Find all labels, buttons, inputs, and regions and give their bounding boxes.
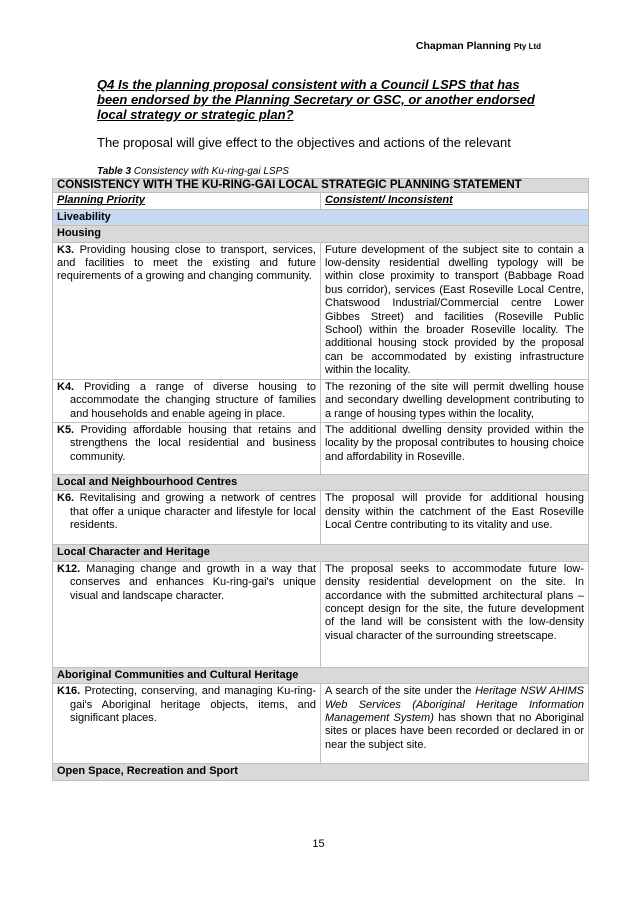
- response-text: has shown that no Aboriginal sites or places have been recorded or declared in or near the subject site.: [325, 711, 584, 751]
- table-row: [53, 242, 589, 379]
- page-header: [416, 40, 541, 52]
- priority-text: Protecting, conserving, and managing Ku-ring-gai's Aboriginal heritage objects, items, and significant places.: [70, 685, 316, 724]
- section-local-character-label: Local Character and Heritage: [53, 545, 589, 561]
- table-row: [53, 561, 589, 667]
- company-suffix: Pty Ltd: [513, 42, 541, 51]
- section-aboriginal: [53, 667, 589, 683]
- response-cell: The additional dwelling density provided within the locality by the proposal contributes to housing choice and affordability in Roseville.: [321, 422, 589, 474]
- caption-label: Table 3: [97, 166, 132, 177]
- section-open-space-label: Open Space, Recreation and Sport: [53, 764, 589, 780]
- intro-paragraph: The proposal will give effect to the objectives and actions of the relevant: [97, 135, 511, 150]
- priority-text: Providing housing close to transport, services, and facilities to meet the existing and future requirements of a growing and changing community.: [57, 243, 316, 283]
- caption-text: Consistency with Ku-ring-gai LSPS: [131, 166, 289, 177]
- priority-code: K3.: [57, 243, 75, 256]
- column-header-row: [53, 193, 589, 209]
- priority-text: Managing change and growth in a way that conserves and enhances Ku-ring-gai's unique visual and landscape character.: [70, 562, 316, 602]
- section-liveability-label: Liveability: [53, 209, 589, 225]
- response-cell: The rezoning of the site will permit dwelling house and secondary dwelling development contributing to a range of housing types within the locality,: [321, 379, 589, 422]
- section-local-character: [53, 545, 589, 561]
- response-cell: The proposal will provide for additional housing density within the catchment of the East Roseville Local Centre contributing to its vitality and use.: [321, 491, 589, 545]
- table-title: CONSISTENCY WITH THE KU-RING-GAI LOCAL STRATEGIC PLANNING STATEMENT: [53, 179, 589, 193]
- col-consistency: Consistent/ Inconsistent: [321, 193, 589, 209]
- priority-text: Revitalising and growing a network of centres that offer a unique character and lifestyle for local residents.: [70, 492, 316, 532]
- response-italic: Heritage NSW AHIMS Web Services (Aboriginal Heritage Information Management System): [325, 685, 584, 724]
- response-cell: The proposal seeks to accommodate future low-density residential development on the site. In accordance with the submitted architectural plans – concept design for the site, the future development of the land will be consistent with the low-density visual character of the surrounding streetscape.: [321, 561, 589, 667]
- response-cell: [321, 684, 589, 764]
- table-title-row: [53, 179, 589, 193]
- table-row: [53, 379, 589, 422]
- table-row: [53, 422, 589, 474]
- response-text: A search of the site under the: [325, 685, 476, 698]
- priority-cell: [53, 684, 321, 764]
- priority-code: K12.: [57, 562, 81, 575]
- priority-text: Providing affordable housing that retains and strengthens the local residential and business community.: [70, 423, 316, 463]
- question-heading: Q4 Is the planning proposal consistent with a Council LSPS that has been endorsed by the Planning Secretary or GSC, or another endorsed local strategy or strategic plan?: [97, 77, 535, 122]
- table-row: [53, 491, 589, 545]
- priority-cell: [53, 491, 321, 545]
- col-planning-priority: Planning Priority: [53, 193, 321, 209]
- section-local-centres-label: Local and Neighbourhood Centres: [53, 474, 589, 490]
- priority-cell: [53, 379, 321, 422]
- section-housing-label: Housing: [53, 226, 589, 242]
- section-open-space: [53, 764, 589, 780]
- priority-code: K4.: [57, 380, 75, 393]
- consistency-table: [52, 178, 589, 781]
- table-row: [53, 684, 589, 764]
- table-caption: [97, 166, 289, 177]
- response-cell: Future development of the subject site to contain a low-density residential dwelling typology will be within close proximity to transport (Babbage Road bus corridor), services (East Roseville Local Centre, Chatswood Industrial/Commercial centre Lower Gibbes Street) and facilities (Roseville Public School) within the broader Roseville locality. The additional housing stock provided by the proposal can be accommodated by existing infrastructure within the locality.: [321, 242, 589, 379]
- priority-cell: [53, 422, 321, 474]
- priority-code: K16.: [57, 685, 81, 698]
- page-number: 15: [312, 838, 325, 850]
- section-housing: [53, 226, 589, 242]
- company-name: Chapman Planning: [415, 40, 511, 52]
- section-liveability: [53, 209, 589, 225]
- priority-code: K6.: [57, 492, 75, 505]
- priority-cell: [53, 561, 321, 667]
- section-local-centres: [53, 474, 589, 490]
- priority-text: Providing a range of diverse housing to accommodate the changing structure of families and households and enable ageing in place.: [70, 380, 316, 420]
- priority-cell: [53, 242, 321, 379]
- priority-code: K5.: [57, 423, 75, 436]
- section-aboriginal-label: Aboriginal Communities and Cultural Heritage: [53, 667, 589, 683]
